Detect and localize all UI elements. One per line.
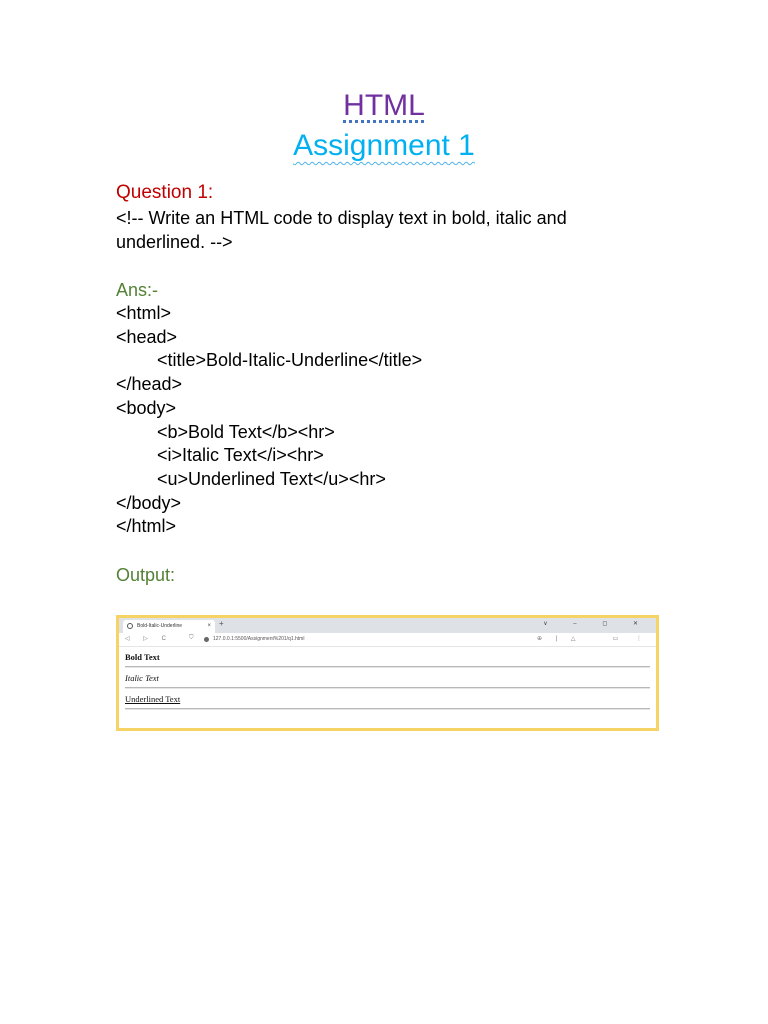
- page-title: [0, 88, 768, 124]
- new-tab-icon: +: [219, 619, 224, 628]
- url-text: 127.0.0.1:5500/Assignment%201/q1.html: [213, 636, 305, 642]
- answer-heading: Ans:-: [116, 280, 159, 300]
- close-icon: ×: [207, 623, 211, 629]
- rendered-page: [119, 647, 656, 710]
- code-line: <html>: [116, 303, 172, 323]
- code-line: <i>Italic Text</i><hr>: [157, 445, 324, 466]
- subtitle-text: Assignment 1: [293, 129, 475, 162]
- menu-icons: ▭ ⋮: [612, 636, 650, 642]
- divider: [125, 708, 650, 710]
- code-line: <body>: [116, 397, 177, 418]
- browser-toolbar: [119, 633, 656, 647]
- question-heading: Question 1:: [116, 182, 214, 203]
- info-icon: [204, 637, 209, 642]
- code-line: <head>: [116, 326, 178, 347]
- page-subtitle: [0, 128, 768, 164]
- zoom-and-brave-icons: ⊕ | △: [537, 636, 582, 642]
- window-controls: ∨ – ◻ ✕: [543, 621, 650, 627]
- code-line: </html>: [116, 516, 177, 537]
- browser-screenshot: [116, 615, 659, 731]
- code-line: <b>Bold Text</b><hr>: [157, 421, 335, 442]
- browser-tab: [123, 620, 215, 633]
- code-line: <title>Bold-Italic-Underline</title>: [157, 350, 423, 371]
- bookmark-icon: ⛉: [189, 635, 194, 641]
- address-bar: [203, 635, 553, 644]
- output-heading: Output:: [116, 565, 176, 585]
- code-line: </head>: [116, 374, 183, 395]
- italic-text: Italic Text: [125, 673, 159, 683]
- nav-buttons-icon: ◁ ▷ C: [125, 636, 172, 642]
- tab-bar: [119, 618, 656, 633]
- code-line: </body>: [116, 492, 182, 513]
- code-line: <u>Underlined Text</u><hr>: [157, 468, 386, 489]
- bold-text: Bold Text: [125, 652, 160, 662]
- title-text: HTML: [343, 89, 425, 122]
- underlined-text: Underlined Text: [125, 694, 181, 704]
- divider: [125, 666, 650, 668]
- divider: [125, 687, 650, 689]
- question-text: <!-- Write an HTML code to display text in bold, italic and underlined. -->: [116, 208, 567, 252]
- code-block: [116, 302, 422, 539]
- tab-title: Bold-Italic-Underline: [137, 623, 183, 629]
- globe-icon: [127, 623, 133, 629]
